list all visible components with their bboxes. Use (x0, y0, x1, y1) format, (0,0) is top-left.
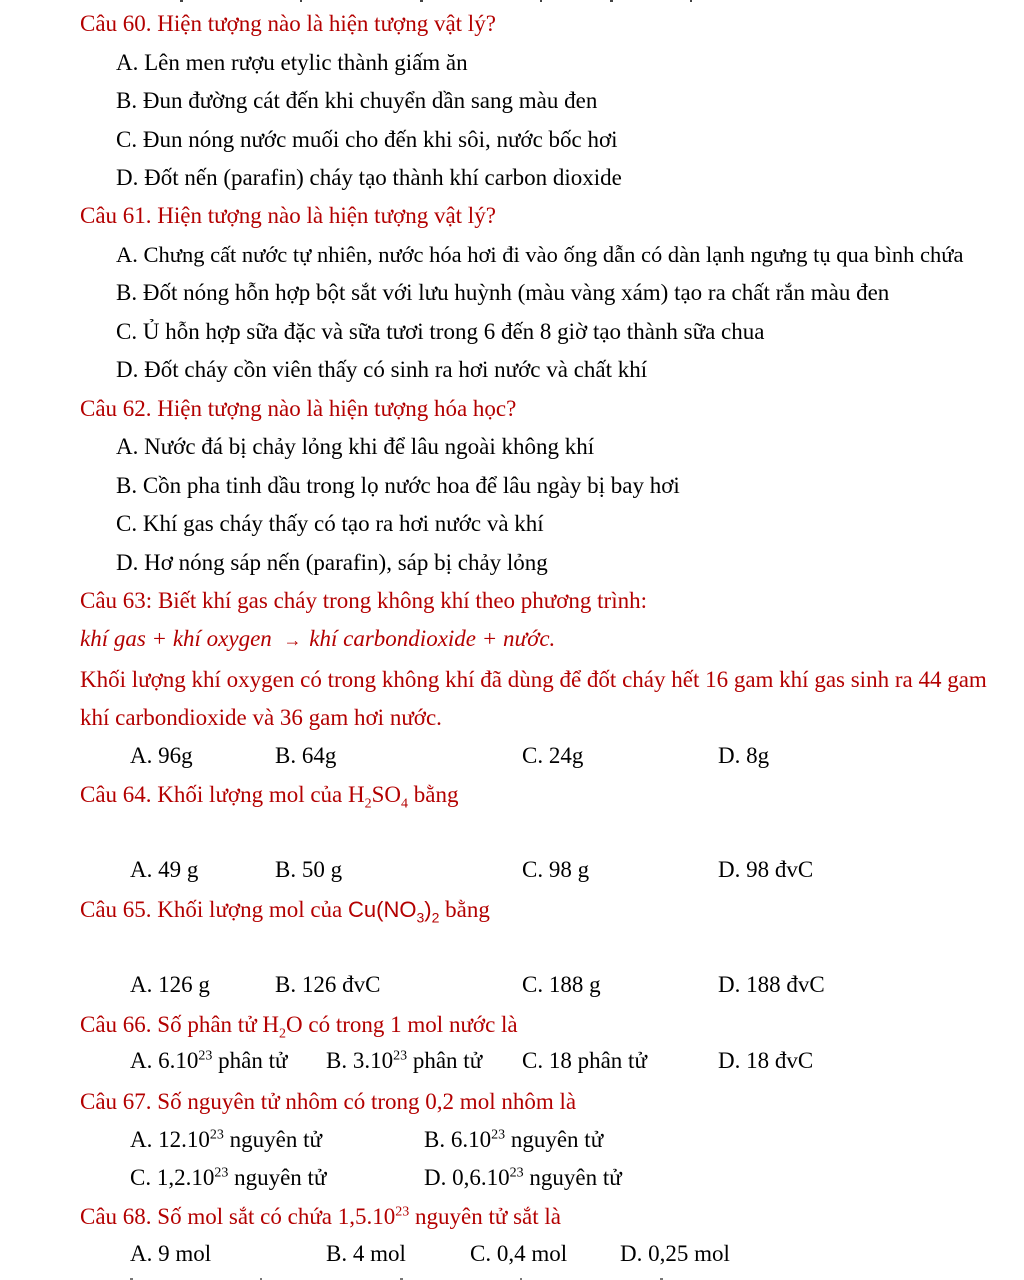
formula-h-subscript: 2 (279, 1026, 287, 1042)
question-61-option-b: B. Đốt nóng hỗn hợp bột sắt với lưu huỳnh (màu vàng xám) tạo ra chất rắn màu đen (116, 280, 890, 305)
question-65-title-text: Câu 65. Khối lượng mol của (80, 897, 349, 922)
option-letter: A. (130, 1048, 159, 1073)
equation-reactants: khí gas + khí oxygen (80, 626, 272, 651)
question-68-title (80, 1203, 561, 1231)
option-d-unit: nguyên tử (523, 1165, 622, 1190)
question-63-title: Câu 63: Biết khí gas cháy trong không khí theo phương trình: (80, 588, 647, 613)
question-64-title-text: Câu 64. Khối lượng mol của (80, 782, 349, 807)
question-60-option-d: D. Đốt nến (parafin) cháy tạo thành khí carbon dioxide (116, 165, 622, 190)
option-b-unit: phân tử (407, 1048, 483, 1073)
option-c-exponent: 23 (214, 1165, 229, 1181)
option-a-exponent: 23 (209, 1127, 224, 1143)
option-b-base: 3.10 (352, 1048, 394, 1073)
question-62-option-a: A. Nước đá bị chảy lỏng khi để lâu ngoài không khí (116, 434, 595, 459)
option-a-unit: nguyên tử (223, 1127, 322, 1152)
question-66-option-b (326, 1047, 482, 1075)
formula-h-subscript: 2 (364, 796, 372, 812)
formula-h2so4 (348, 782, 409, 812)
question-63-body-line-1: Khối lượng khí oxygen có trong không khí đã dùng để đốt cháy hết 16 gam khí gas sinh ra 44 gam (80, 667, 987, 692)
question-61-option-d: D. Đốt cháy cồn viên thấy có sinh ra hơi nước và chất khí (116, 357, 648, 382)
question-63-option-c: C. 24g (522, 743, 584, 768)
question-68-option-a: A. 9 mol (130, 1241, 212, 1266)
option-letter: C. (130, 1165, 157, 1190)
option-b-unit: nguyên tử (505, 1127, 604, 1152)
question-64-option-c: C. 98 g (522, 857, 590, 882)
question-61-option-a: A. Chưng cất nước tự nhiên, nước hóa hơi đi vào ống dẫn có dàn lạnh ngưng tụ qua bình chứa (116, 242, 964, 267)
formula-no3-subscript: 3 (416, 909, 425, 926)
formula-h: H (348, 782, 365, 807)
question-64-option-d: D. 98 đvC (718, 857, 814, 882)
question-60-option-b: B. Đun đường cát đến khi chuyển dần sang màu đen (116, 88, 598, 113)
equation-products: khí carbondioxide + nước. (309, 626, 556, 651)
option-a-exponent: 23 (198, 1048, 213, 1064)
question-62-option-b: B. Cồn pha tinh dầu trong lọ nước hoa để lâu ngày bị bay hơi (116, 473, 680, 498)
formula-cuno32 (348, 897, 440, 926)
question-68-exponent: 23 (395, 1204, 410, 1220)
question-63-option-d: D. 8g (718, 743, 770, 768)
question-67-option-c (130, 1164, 326, 1192)
cropped-bottom-text (0, 1274, 1024, 1280)
question-62-title: Câu 62. Hiện tượng nào là hiện tượng hóa học? (80, 396, 517, 421)
cropped-top-text (0, 0, 1024, 6)
reaction-arrow-icon: → (283, 630, 302, 650)
question-68-option-c: C. 0,4 mol (470, 1241, 568, 1266)
option-a-base: 12.10 (158, 1127, 210, 1152)
question-65-title (80, 896, 490, 924)
question-60-option-c: C. Đun nóng nước muối cho đến khi sôi, nước bốc hơi (116, 127, 618, 152)
question-66-title (80, 1011, 518, 1042)
question-65-option-a: A. 126 g (130, 972, 210, 997)
question-63-option-b: B. 64g (275, 743, 337, 768)
question-61-title: Câu 61. Hiện tượng nào là hiện tượng vật lý? (80, 203, 496, 228)
formula-h2o (262, 1012, 303, 1042)
question-64-title-end: bằng (408, 782, 459, 807)
question-65-option-c: C. 188 g (522, 972, 601, 997)
option-d-exponent: 23 (509, 1165, 524, 1181)
option-c-base: 1,2.10 (156, 1165, 215, 1190)
question-68-option-b: B. 4 mol (326, 1241, 406, 1266)
question-67-option-a (130, 1126, 322, 1154)
option-letter: A. (130, 1127, 159, 1152)
formula-o: O (286, 1012, 303, 1037)
formula-cuno: Cu(NO (348, 897, 417, 922)
question-66-option-a (130, 1047, 287, 1075)
question-60-option-a: A. Lên men rượu etylic thành giấm ăn (116, 50, 468, 75)
question-67-title: Câu 67. Số nguyên tử nhôm có trong 0,2 mol nhôm là (80, 1089, 577, 1114)
question-67-option-b (424, 1126, 603, 1154)
question-62-option-d: D. Hơ nóng sáp nến (parafin), sáp bị chảy lỏng (116, 550, 548, 575)
option-b-exponent: 23 (393, 1048, 408, 1064)
option-letter: B. (424, 1127, 451, 1152)
question-60-title: Câu 60. Hiện tượng nào là hiện tượng vật lý? (80, 11, 496, 36)
option-c-unit: nguyên tử (228, 1165, 327, 1190)
option-d-base: 0,6.10 (452, 1165, 510, 1190)
option-a-base: 6.10 (158, 1048, 199, 1073)
question-67-option-d (424, 1164, 622, 1192)
option-letter: B. (326, 1048, 353, 1073)
question-64-title (80, 781, 459, 812)
question-68-title-text: Câu 68. Số mol sắt có chứa (80, 1204, 338, 1229)
option-a-unit: phân tử (212, 1048, 288, 1073)
question-66-title-text: Câu 66. Số phân tử (80, 1012, 263, 1037)
formula-so-subscript: 4 (401, 796, 409, 812)
option-letter: D. (424, 1165, 453, 1190)
question-65-option-d: D. 188 đvC (718, 972, 825, 997)
formula-group-subscript: 2 (431, 909, 440, 926)
question-66-title-end: có trong 1 mol nước là (302, 1012, 518, 1037)
question-64-option-b: B. 50 g (275, 857, 343, 882)
question-63-equation (80, 625, 555, 654)
question-65-option-b: B. 126 đvC (275, 972, 381, 997)
question-65-title-end: bằng (439, 897, 490, 922)
formula-close-paren: ) (424, 897, 432, 922)
option-b-base: 6.10 (450, 1127, 492, 1152)
question-66-option-c: C. 18 phân tử (522, 1048, 647, 1073)
question-63-body-line-2: khí carbondioxide và 36 gam hơi nước. (80, 705, 442, 730)
formula-h: H (262, 1012, 280, 1037)
question-68-title-end: nguyên tử sắt là (409, 1204, 561, 1229)
question-61-option-c: C. Ủ hỗn hợp sữa đặc và sữa tươi trong 6 đến 8 giờ tạo thành sữa chua (116, 319, 765, 344)
option-b-exponent: 23 (491, 1127, 506, 1143)
question-68-option-d: D. 0,25 mol (620, 1241, 730, 1266)
question-66-option-d: D. 18 đvC (718, 1048, 814, 1073)
question-68-number-base: 1,5.10 (337, 1204, 396, 1229)
question-62-option-c: C. Khí gas cháy thấy có tạo ra hơi nước và khí (116, 511, 544, 536)
formula-so: SO (371, 782, 402, 807)
question-63-option-a: A. 96g (130, 743, 193, 768)
question-64-option-a: A. 49 g (130, 857, 199, 882)
